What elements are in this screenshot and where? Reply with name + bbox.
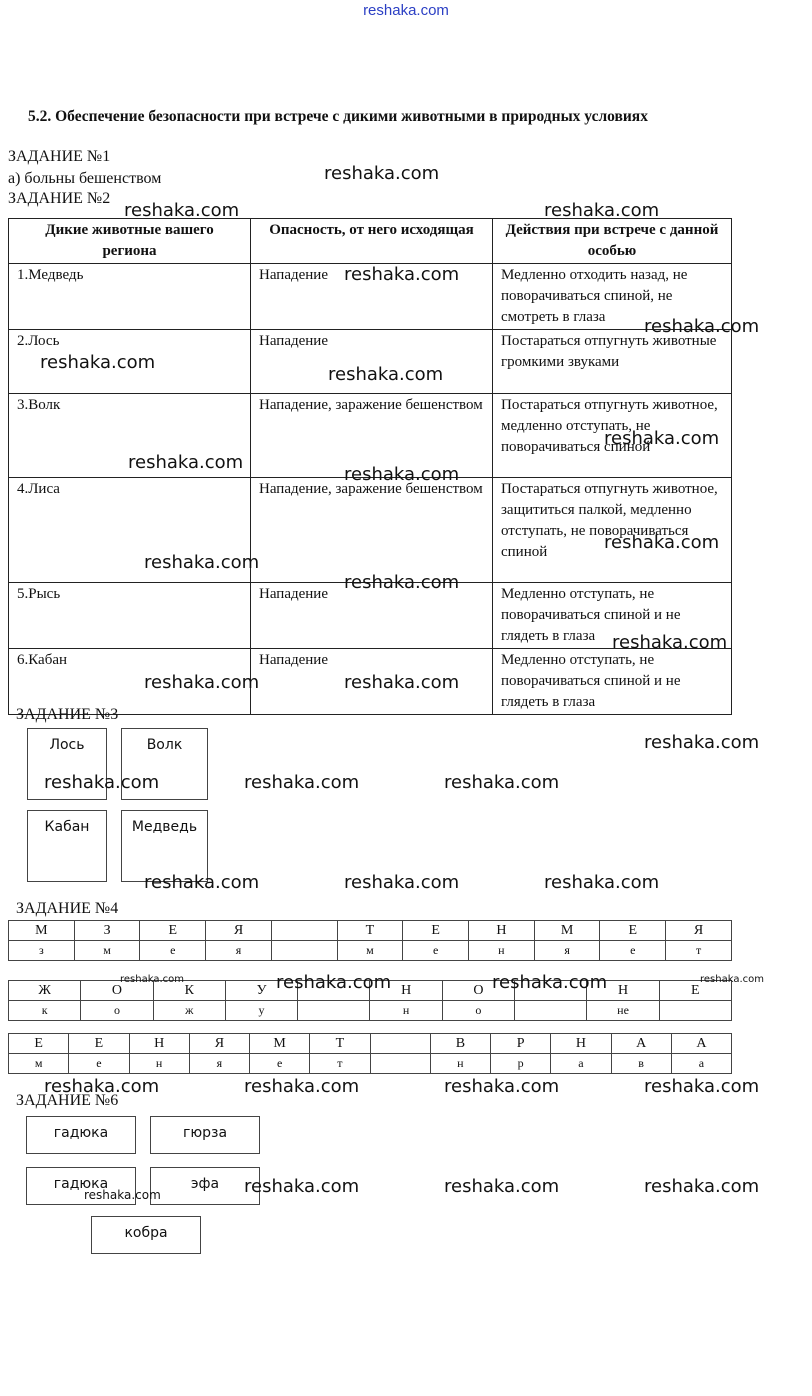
- grid-cell: Ж: [9, 981, 81, 1001]
- grid-lower-row: [9, 1001, 732, 1021]
- watermark: reshaka.com: [244, 772, 360, 793]
- grid-cell: [659, 1001, 731, 1021]
- grid-cell: е: [69, 1054, 129, 1074]
- grid-cell: К: [153, 981, 225, 1001]
- watermark: reshaka.com: [276, 972, 392, 993]
- grid-cell: А: [611, 1034, 671, 1054]
- grid-cell: т: [666, 941, 732, 961]
- watermark: reshaka.com: [344, 464, 460, 485]
- grid-cell: Т: [310, 1034, 370, 1054]
- watermark: reshaka.com: [644, 316, 760, 337]
- watermark: reshaka.com: [324, 163, 440, 184]
- action-cell: Медленно отступать, не поворачиваться спиной и не глядеть в глаза: [493, 583, 732, 649]
- column-header-animals: Дикие животные вашего региона: [9, 219, 251, 264]
- grid-cell: О: [81, 981, 153, 1001]
- watermark: reshaka.com: [144, 552, 260, 573]
- action-cell: Медленно отходить назад, не поворачиваться спиной, не смотреть в глаза: [493, 264, 732, 330]
- watermark: reshaka.com: [444, 1176, 560, 1197]
- grid-cell: [515, 1001, 587, 1021]
- grid-cell: Н: [469, 921, 535, 941]
- watermark: reshaka.com: [604, 532, 720, 553]
- grid-cell: Я: [666, 921, 732, 941]
- watermark: reshaka.com: [344, 572, 460, 593]
- watermark: reshaka.com: [444, 772, 560, 793]
- grid-cell: я: [189, 1054, 249, 1074]
- grid-upper-row: [9, 1034, 732, 1054]
- watermark: reshaka.com: [544, 872, 660, 893]
- snake-box: кобра: [91, 1216, 201, 1254]
- watermark: reshaka.com: [124, 200, 240, 221]
- task4-title: ЗАДАНИЕ №4: [16, 900, 119, 917]
- grid-cell: я: [534, 941, 600, 961]
- column-header-actions: Действия при встрече с данной особью: [493, 219, 732, 264]
- watermark: reshaka.com: [444, 1076, 560, 1097]
- snake-box: эфа: [150, 1167, 260, 1205]
- action-cell: Постараться отпугнуть животное, медленно отступать, не поворачиваться спиной: [493, 394, 732, 478]
- animal-box: Кабан: [27, 810, 107, 882]
- grid-cell: о: [442, 1001, 514, 1021]
- grid-lower-row: [9, 941, 732, 961]
- watermark: reshaka.com: [344, 872, 460, 893]
- watermark: reshaka.com: [344, 672, 460, 693]
- animal-box: Медведь: [121, 810, 208, 882]
- grid-cell: н: [469, 941, 535, 961]
- task3-title: ЗАДАНИЕ №3: [16, 706, 119, 723]
- grid-cell: Р: [491, 1034, 551, 1054]
- grid-cell: Е: [9, 1034, 69, 1054]
- site-link[interactable]: reshaka.com: [363, 2, 449, 19]
- grid-cell: Н: [129, 1034, 189, 1054]
- snake-box: гадюка: [26, 1116, 136, 1154]
- grid-cell: Е: [403, 921, 469, 941]
- grid-cell: Н: [551, 1034, 611, 1054]
- grid-cell: н: [370, 1001, 442, 1021]
- grid-cell: е: [140, 941, 206, 961]
- grid-cell: т: [310, 1054, 370, 1074]
- grid-cell: [271, 921, 337, 941]
- danger-cell: Нападение: [251, 583, 493, 649]
- grid-cell: О: [442, 981, 514, 1001]
- grid-cell: [298, 1001, 370, 1021]
- grid-cell: не: [587, 1001, 659, 1021]
- grid-cell: Е: [600, 921, 666, 941]
- grid-cell: о: [81, 1001, 153, 1021]
- grid-cell: М: [9, 921, 75, 941]
- column-header-danger: Опасность, от него исходящая: [251, 219, 493, 264]
- grid-cell: я: [206, 941, 272, 961]
- grid-cell: з: [9, 941, 75, 961]
- watermark: reshaka.com: [84, 1188, 161, 1202]
- watermark: reshaka.com: [612, 632, 728, 653]
- animal-cell: 6.Кабан: [9, 649, 251, 715]
- table-row: [9, 478, 732, 583]
- grid-cell: Н: [370, 981, 442, 1001]
- danger-cell: Нападение, заражение бешенством: [251, 394, 493, 478]
- danger-cell: Нападение: [251, 264, 493, 330]
- grid-lower-row: [9, 1054, 732, 1074]
- grid-cell: Я: [206, 921, 272, 941]
- grid-cell: е: [600, 941, 666, 961]
- grid-cell: Е: [659, 981, 731, 1001]
- section-heading: 5.2. Обеспечение безопасности при встрече с дикими животными в природных условиях: [28, 108, 648, 125]
- action-cell: Медленно отступать, не поворачиваться спиной и не глядеть в глаза: [493, 649, 732, 715]
- grid-cell: [370, 1054, 430, 1074]
- snake-box: гюрза: [150, 1116, 260, 1154]
- grid-upper-row: [9, 921, 732, 941]
- grid-cell: н: [430, 1054, 490, 1074]
- watermark: reshaka.com: [44, 1076, 160, 1097]
- grid-cell: А: [671, 1034, 731, 1054]
- task2-title: ЗАДАНИЕ №2: [8, 190, 111, 207]
- animal-cell: 3.Волк: [9, 394, 251, 478]
- watermark: reshaka.com: [128, 452, 244, 473]
- task6-title: ЗАДАНИЕ №6: [16, 1092, 119, 1109]
- grid-cell: к: [9, 1001, 81, 1021]
- letter-grid-3: [8, 1033, 732, 1074]
- watermark: reshaka.com: [604, 428, 720, 449]
- animal-cell: 1.Медведь: [9, 264, 251, 330]
- grid-cell: [271, 941, 337, 961]
- watermark: reshaka.com: [492, 972, 608, 993]
- grid-cell: а: [671, 1054, 731, 1074]
- grid-cell: у: [225, 1001, 297, 1021]
- animal-box: Волк: [121, 728, 208, 800]
- watermark: reshaka.com: [40, 352, 156, 373]
- grid-cell: м: [9, 1054, 69, 1074]
- animal-cell: 5.Рысь: [9, 583, 251, 649]
- watermark: reshaka.com: [344, 264, 460, 285]
- watermark: reshaka.com: [644, 732, 760, 753]
- watermark: reshaka.com: [644, 1076, 760, 1097]
- table-header-row: [9, 219, 732, 264]
- watermark: reshaka.com: [328, 364, 444, 385]
- grid-cell: в: [611, 1054, 671, 1074]
- letter-grid-1: [8, 920, 732, 961]
- grid-cell: М: [534, 921, 600, 941]
- grid-cell: В: [430, 1034, 490, 1054]
- grid-cell: н: [129, 1054, 189, 1074]
- grid-cell: е: [403, 941, 469, 961]
- watermark: reshaka.com: [44, 772, 160, 793]
- grid-cell: а: [551, 1054, 611, 1074]
- grid-cell: Е: [140, 921, 206, 941]
- animal-cell: 2.Лось: [9, 330, 251, 394]
- task1-title: ЗАДАНИЕ №1: [8, 148, 111, 165]
- grid-cell: З: [74, 921, 140, 941]
- grid-cell: М: [250, 1034, 310, 1054]
- watermark: reshaka.com: [144, 872, 260, 893]
- watermark: reshaka.com: [544, 200, 660, 221]
- grid-cell: е: [250, 1054, 310, 1074]
- action-cell: Постараться отпугнуть животные громкими звуками: [493, 330, 732, 394]
- watermark: reshaka.com: [244, 1176, 360, 1197]
- animal-box: Лось: [27, 728, 107, 800]
- watermark: reshaka.com: [644, 1176, 760, 1197]
- grid-cell: Т: [337, 921, 403, 941]
- grid-cell: м: [337, 941, 403, 961]
- task1-answer: а) больны бешенством: [8, 170, 162, 187]
- snake-box: гадюка: [26, 1167, 136, 1205]
- animal-cell: 4.Лиса: [9, 478, 251, 583]
- grid-cell: У: [225, 981, 297, 1001]
- grid-cell: [370, 1034, 430, 1054]
- grid-cell: Я: [189, 1034, 249, 1054]
- grid-cell: Е: [69, 1034, 129, 1054]
- danger-cell: Нападение: [251, 330, 493, 394]
- watermark: reshaka.com: [120, 974, 184, 985]
- watermark: reshaka.com: [700, 974, 764, 985]
- action-cell: Постараться отпугнуть животное, защититься палкой, медленно отступать, не поворачиваться спиной: [493, 478, 732, 583]
- grid-cell: Н: [587, 981, 659, 1001]
- grid-cell: р: [491, 1054, 551, 1074]
- watermark: reshaka.com: [244, 1076, 360, 1097]
- grid-cell: м: [74, 941, 140, 961]
- watermark: reshaka.com: [144, 672, 260, 693]
- danger-cell: Нападение: [251, 649, 493, 715]
- danger-cell: Нападение, заражение бешенством: [251, 478, 493, 583]
- grid-cell: ж: [153, 1001, 225, 1021]
